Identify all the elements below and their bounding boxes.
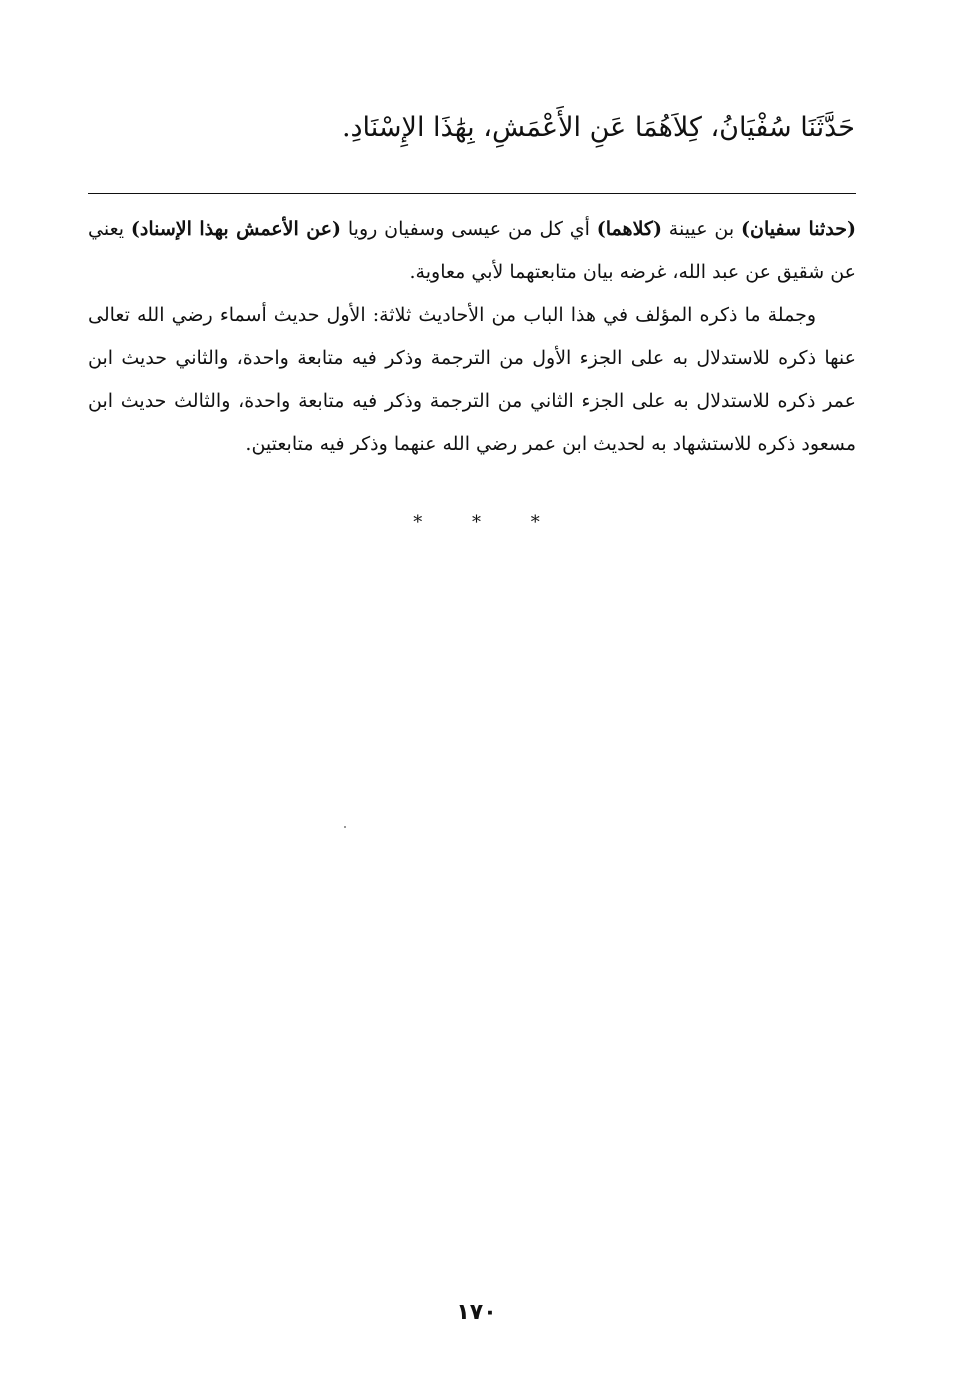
scan-speck — [344, 826, 346, 828]
commentary-paragraph-1 — [88, 208, 856, 294]
commentary-text-2: أي كل من عيسى وسفيان رويا — [341, 218, 597, 240]
hadith-text: حَدَّثَنَا سُفْيَانُ، كِلاَهُمَا عَنِ الأَعْمَشِ، بِهَٰذَا الإِسْنَادِ. — [341, 112, 855, 143]
commentary-bold-3: (عن الأعمش بهذا الإسناد) — [130, 218, 341, 240]
page-number: ١٧٠ — [456, 1300, 497, 1325]
commentary-bold-1: (حدثنا سفيان) — [741, 218, 856, 240]
section-separator: * * * — [413, 512, 562, 533]
commentary-text-3: يعني عن شقيق عن عبد الله، غرضه بيان متابعتهما لأبي معاوية. — [88, 218, 856, 283]
commentary-paragraph-2: وجملة ما ذكره المؤلف في هذا الباب من الأحاديث ثلاثة: الأول حديث أسماء رضي الله تعالى عنها ذكره للاستدلال به على الجزء الأول من الترجمة وذكر فيه متابعة واحدة، والثاني حديث ابن عمر ذكره للاستدلال به على الجزء الثاني من الترجمة وذكر فيه متابعة واحدة، والثالث حديث ابن مسعود ذكره للاستشهاد به لحديث ابن عمر رضي الله عنهما وذكر فيه متابعتين. — [88, 304, 856, 455]
commentary — [88, 208, 856, 466]
commentary-bold-2: (كلاهما) — [596, 218, 662, 240]
footnote-divider — [88, 193, 856, 194]
commentary-text-1: بن عيينة — [661, 218, 742, 240]
